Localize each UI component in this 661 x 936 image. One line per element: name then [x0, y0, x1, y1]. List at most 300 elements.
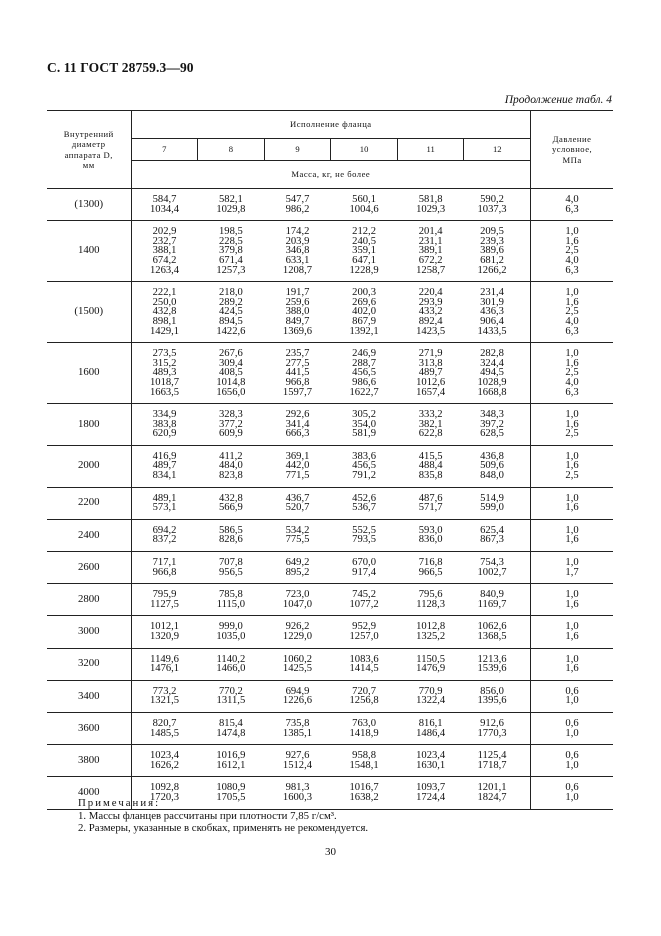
mass-value: 309,4 — [218, 357, 243, 369]
execution-number-8: 8 — [198, 139, 265, 161]
mass-cell — [198, 680, 265, 712]
mass-value: 273,5 — [152, 348, 177, 360]
mass-value: 771,5 — [285, 470, 310, 482]
mass-value: 816,1 — [418, 717, 443, 729]
table-row — [47, 712, 613, 744]
mass-cell — [264, 745, 331, 777]
mass-value: 581,8 — [418, 194, 443, 205]
mass-value: 346,8 — [285, 245, 310, 257]
mass-value: 220,4 — [418, 287, 443, 299]
pressure-value: 1,0 — [565, 450, 579, 462]
mass-cell — [264, 712, 331, 744]
pressure-value: 6,3 — [565, 264, 579, 276]
pressure-value: 1,0 — [565, 791, 579, 803]
mass-value: 815,4 — [218, 717, 243, 729]
mass-value: 377,2 — [218, 418, 243, 430]
mass-value: 1476,9 — [416, 663, 446, 675]
diameter-cell: 2200 — [47, 487, 131, 519]
pressure-cell — [531, 445, 613, 487]
mass-cell — [198, 584, 265, 616]
mass-value: 232,7 — [152, 235, 177, 247]
pressure-cell — [531, 282, 613, 343]
mass-value: 408,5 — [218, 367, 243, 379]
mass-value: 1474,8 — [216, 727, 246, 739]
pressure-value: 4,0 — [565, 254, 579, 266]
pressure-cell — [531, 648, 613, 680]
mass-cell — [464, 404, 531, 446]
mass-value: 334,9 — [152, 409, 177, 421]
mass-cell — [131, 552, 198, 584]
mass-cell — [198, 519, 265, 551]
diameter-cell: 2600 — [47, 552, 131, 584]
mass-cell — [264, 584, 331, 616]
mass-value: 203,9 — [285, 235, 310, 247]
mass-value: 1638,2 — [349, 791, 379, 803]
mass-cell — [264, 445, 331, 487]
pressure-column-header: Давление условное, МПа — [531, 111, 613, 189]
mass-value: 1256,8 — [349, 695, 379, 707]
table-row — [47, 487, 613, 519]
mass-value: 348,3 — [480, 409, 504, 421]
mass-cell — [198, 445, 265, 487]
mass-value: 489,3 — [152, 367, 177, 379]
mass-cell — [198, 745, 265, 777]
pressure-value: 1,6 — [565, 418, 579, 430]
diameter-cell: 2000 — [47, 445, 131, 487]
mass-value: 520,7 — [285, 502, 310, 514]
diameter-cell: 3800 — [47, 745, 131, 777]
pressure-cell — [531, 343, 613, 404]
mass-value: 628,5 — [480, 428, 504, 440]
mass-value: 671,4 — [218, 254, 243, 266]
mass-value: 1368,5 — [477, 631, 507, 642]
table-row — [47, 404, 613, 446]
mass-value: 840,9 — [480, 589, 504, 601]
mass-cell — [198, 221, 265, 282]
mass-value: 1093,7 — [416, 782, 446, 794]
mass-value: 424,5 — [218, 306, 243, 318]
mass-value: 436,3 — [480, 306, 504, 318]
mass-value: 1663,5 — [149, 386, 180, 398]
pressure-cell — [531, 487, 613, 519]
mass-cell — [264, 487, 331, 519]
mass-value: 1466,0 — [216, 663, 246, 675]
pressure-value: 0,6 — [565, 782, 579, 794]
pressure-value: 0,6 — [565, 717, 579, 729]
mass-value: 202,9 — [152, 226, 177, 238]
diameter-cell: 3600 — [47, 712, 131, 744]
table-row — [47, 584, 613, 616]
mass-cell — [264, 519, 331, 551]
mass-value: 895,2 — [285, 566, 310, 578]
mass-value: 1037,3 — [477, 203, 507, 215]
table-row — [47, 282, 613, 343]
mass-value: 593,0 — [418, 524, 443, 536]
mass-value: 382,1 — [418, 418, 443, 430]
mass-value: 1486,4 — [416, 727, 446, 739]
pressure-cell — [531, 221, 613, 282]
note-item: 1. Массы фланцев рассчитаны при плотности 7,85 г/см³. — [78, 809, 337, 822]
mass-cell — [464, 648, 531, 680]
mass-value: 1201,1 — [477, 782, 507, 794]
mass-value: 1325,2 — [416, 631, 446, 642]
flange-mass-table — [47, 110, 613, 810]
mass-value: 354,0 — [352, 418, 376, 430]
pressure-value: 1,6 — [565, 235, 579, 247]
mass-value: 456,5 — [352, 460, 376, 472]
mass-cell — [397, 189, 464, 221]
pressure-value: 1,6 — [565, 663, 579, 675]
mass-value: 246,9 — [352, 348, 376, 360]
mass-value: 625,4 — [480, 524, 504, 536]
mass-value: 324,4 — [480, 357, 504, 369]
mass-value: 956,5 — [218, 566, 243, 578]
mass-cell — [397, 282, 464, 343]
mass-value: 566,9 — [218, 502, 243, 514]
table-row — [47, 648, 613, 680]
mass-value: 1092,8 — [149, 782, 180, 794]
mass-cell — [264, 680, 331, 712]
pressure-value: 4,0 — [565, 376, 579, 388]
execution-number-7: 7 — [131, 139, 198, 161]
mass-cell — [264, 616, 331, 648]
mass-value: 1705,5 — [216, 791, 246, 803]
mass-value: 235,7 — [285, 348, 310, 360]
mass-value: 552,5 — [352, 524, 376, 536]
pressure-value: 1,0 — [565, 409, 579, 421]
mass-value: 547,7 — [285, 194, 310, 205]
mass-cell — [397, 648, 464, 680]
mass-value: 389,1 — [418, 245, 443, 257]
mass-value: 1476,1 — [149, 663, 180, 675]
mass-cell — [131, 221, 198, 282]
mass-value: 1016,7 — [349, 782, 379, 794]
pressure-value: 1,6 — [565, 598, 579, 610]
execution-column-header: Исполнение фланца — [131, 111, 531, 139]
mass-value: 1004,6 — [349, 203, 379, 215]
mass-value: 1127,5 — [150, 598, 179, 610]
mass-value: 1612,1 — [216, 759, 246, 771]
mass-cell — [397, 404, 464, 446]
mass-cell — [397, 343, 464, 404]
table-row — [47, 221, 613, 282]
diameter-cell: 3400 — [47, 680, 131, 712]
mass-value: 773,2 — [152, 685, 177, 697]
mass-value: 1012,1 — [149, 621, 180, 633]
pressure-value: 1,0 — [565, 653, 579, 665]
pressure-cell — [531, 680, 613, 712]
pressure-cell — [531, 404, 613, 446]
mass-cell — [131, 519, 198, 551]
mass-cell — [131, 404, 198, 446]
mass-cell — [331, 680, 398, 712]
mass-value: 494,5 — [480, 367, 504, 379]
mass-value: 785,8 — [218, 589, 243, 601]
execution-number-12: 12 — [464, 139, 531, 161]
mass-value: 292,6 — [285, 409, 310, 421]
mass-cell — [397, 487, 464, 519]
mass-cell — [198, 282, 265, 343]
mass-value: 791,2 — [352, 470, 376, 482]
mass-value: 835,8 — [418, 470, 443, 482]
pressure-value: 1,6 — [565, 631, 579, 642]
mass-value: 723,0 — [285, 589, 310, 601]
mass-value: 795,9 — [152, 589, 177, 601]
diameter-cell: 1600 — [47, 343, 131, 404]
mass-value: 1263,4 — [149, 264, 180, 276]
mass-value: 259,6 — [285, 296, 310, 308]
mass-value: 834,1 — [152, 470, 177, 482]
diameter-cell: (1300) — [47, 189, 131, 221]
mass-value: 1657,4 — [416, 386, 446, 398]
pressure-value: 6,3 — [565, 325, 579, 337]
notes-section — [78, 797, 368, 835]
table-row — [47, 343, 613, 404]
mass-value: 581,9 — [352, 428, 376, 440]
mass-cell — [331, 487, 398, 519]
mass-value: 1770,3 — [477, 727, 507, 739]
page-number: 30 — [325, 846, 336, 858]
mass-value: 986,2 — [285, 203, 310, 215]
pressure-value: 1,6 — [565, 460, 579, 472]
mass-value: 433,2 — [418, 306, 443, 318]
mass-value: 1600,3 — [282, 791, 313, 803]
mass-value: 906,4 — [480, 315, 504, 327]
mass-value: 1034,4 — [149, 203, 180, 215]
mass-value: 388,1 — [152, 245, 177, 257]
mass-value: 212,2 — [352, 226, 376, 238]
mass-value: 770,2 — [218, 685, 243, 697]
mass-value: 489,1 — [152, 492, 177, 504]
mass-value: 456,5 — [352, 367, 376, 379]
mass-value: 1258,7 — [416, 264, 446, 276]
mass-value: 1321,5 — [149, 695, 180, 707]
mass-cell — [397, 616, 464, 648]
mass-value: 694,2 — [152, 524, 177, 536]
diameter-cell: 2800 — [47, 584, 131, 616]
mass-cell — [198, 552, 265, 584]
mass-value: 240,5 — [352, 235, 376, 247]
mass-cell — [198, 648, 265, 680]
mass-value: 416,9 — [152, 450, 177, 462]
mass-value: 1023,4 — [149, 750, 180, 762]
diameter-cell: 4000 — [47, 777, 131, 809]
mass-value: 670,0 — [352, 557, 376, 569]
mass-cell — [198, 487, 265, 519]
mass-value: 1539,6 — [477, 663, 507, 675]
mass-cell — [131, 745, 198, 777]
mass-value: 487,6 — [418, 492, 443, 504]
mass-value: 218,0 — [218, 287, 243, 299]
pressure-value: 1,6 — [565, 296, 579, 308]
mass-value: 917,4 — [352, 566, 376, 578]
mass-value: 999,0 — [218, 621, 243, 633]
mass-value: 599,0 — [480, 502, 504, 514]
mass-cell — [464, 616, 531, 648]
mass-value: 432,8 — [152, 306, 177, 318]
mass-cell — [464, 712, 531, 744]
mass-value: 1720,3 — [149, 791, 180, 803]
mass-value: 271,9 — [418, 348, 443, 360]
mass-value: 1140,2 — [216, 653, 246, 665]
mass-cell — [331, 445, 398, 487]
mass-value: 856,0 — [480, 685, 504, 697]
mass-value: 397,2 — [480, 418, 504, 430]
mass-value: 341,4 — [285, 418, 310, 430]
mass-cell — [331, 552, 398, 584]
mass-cell — [331, 648, 398, 680]
mass-value: 823,8 — [218, 470, 243, 482]
mass-value: 1622,7 — [349, 386, 379, 398]
table-row — [47, 680, 613, 712]
mass-value: 958,8 — [352, 750, 376, 762]
pressure-value: 1,0 — [565, 589, 579, 601]
table-row — [47, 552, 613, 584]
mass-value: 1012,6 — [416, 376, 446, 388]
mass-value: 867,9 — [352, 315, 376, 327]
pressure-cell — [531, 712, 613, 744]
diameter-cell: 3000 — [47, 616, 131, 648]
diameter-cell: 3200 — [47, 648, 131, 680]
mass-value: 333,2 — [418, 409, 443, 421]
mass-value: 666,3 — [285, 428, 310, 440]
table-continuation-label: Продолжение табл. 4 — [504, 94, 612, 106]
mass-value: 1425,5 — [282, 663, 313, 675]
pressure-value: 2,5 — [565, 367, 579, 379]
mass-cell — [131, 343, 198, 404]
mass-cell — [131, 445, 198, 487]
mass-value: 927,6 — [285, 750, 310, 762]
mass-cell — [131, 680, 198, 712]
pressure-value: 6,3 — [565, 386, 579, 398]
mass-value: 892,4 — [418, 315, 443, 327]
mass-value: 674,2 — [152, 254, 177, 266]
mass-value: 1630,1 — [416, 759, 446, 771]
mass-cell — [264, 282, 331, 343]
mass-value: 849,7 — [285, 315, 310, 327]
mass-value: 1656,0 — [216, 386, 246, 398]
mass-value: 1208,7 — [282, 264, 313, 276]
table-body — [47, 189, 613, 810]
mass-value: 388,0 — [285, 306, 310, 318]
mass-cell — [198, 616, 265, 648]
mass-cell — [397, 552, 464, 584]
mass-value: 1322,4 — [416, 695, 446, 707]
mass-value: 1080,9 — [216, 782, 246, 794]
mass-value: 1125,4 — [477, 750, 507, 762]
mass-value: 1395,6 — [477, 695, 507, 707]
mass-value: 1028,9 — [477, 376, 507, 388]
pressure-value: 1,0 — [565, 621, 579, 633]
mass-value: 763,0 — [352, 717, 376, 729]
mass-value: 926,2 — [285, 621, 310, 633]
mass-value: 848,0 — [480, 470, 504, 482]
mass-cell — [264, 648, 331, 680]
pressure-value: 1,0 — [565, 695, 579, 707]
mass-value: 282,8 — [480, 348, 504, 360]
mass-value: 293,9 — [418, 296, 443, 308]
mass-value: 1035,0 — [216, 631, 246, 642]
mass-cell — [331, 189, 398, 221]
mass-value: 1724,4 — [416, 791, 446, 803]
mass-value: 1418,9 — [349, 727, 379, 739]
pressure-cell — [531, 777, 613, 809]
pressure-cell — [531, 584, 613, 616]
pressure-cell — [531, 189, 613, 221]
mass-value: 1392,1 — [349, 325, 379, 337]
notes-title: Примечания: — [78, 797, 161, 809]
mass-value: 267,6 — [218, 348, 243, 360]
mass-cell — [464, 487, 531, 519]
diameter-column-header: Внутренний диаметр аппарата D, мм — [47, 111, 131, 189]
mass-value: 672,2 — [418, 254, 443, 266]
mass-value: 484,0 — [218, 460, 243, 472]
mass-value: 289,2 — [218, 296, 243, 308]
mass-value: 1266,2 — [477, 264, 507, 276]
mass-value: 1257,3 — [216, 264, 246, 276]
mass-cell — [264, 343, 331, 404]
mass-value: 305,2 — [352, 409, 376, 421]
mass-value: 369,1 — [285, 450, 310, 462]
pressure-value: 1,0 — [565, 557, 579, 569]
mass-cell — [264, 189, 331, 221]
mass-cell — [464, 777, 531, 809]
mass-value: 415,5 — [418, 450, 443, 462]
mass-cell — [397, 584, 464, 616]
mass-cell — [464, 221, 531, 282]
pressure-value: 2,5 — [565, 306, 579, 318]
mass-cell — [464, 189, 531, 221]
diameter-cell: 1800 — [47, 404, 131, 446]
mass-cell — [464, 519, 531, 551]
mass-value: 432,8 — [218, 492, 243, 504]
mass-value: 328,3 — [218, 409, 243, 421]
mass-cell — [464, 680, 531, 712]
mass-value: 560,1 — [352, 194, 376, 205]
mass-value: 820,7 — [152, 717, 177, 729]
mass-value: 1311,5 — [216, 695, 246, 707]
pressure-cell — [531, 519, 613, 551]
mass-value: 209,5 — [480, 226, 504, 238]
mass-value: 315,2 — [152, 357, 177, 369]
mass-value: 198,5 — [218, 226, 243, 238]
mass-cell — [464, 282, 531, 343]
mass-value: 1226,6 — [282, 695, 313, 707]
pressure-value: 1,0 — [565, 226, 579, 238]
pressure-value: 1,6 — [565, 502, 579, 514]
mass-value: 622,8 — [418, 428, 443, 440]
mass-cell — [331, 282, 398, 343]
mass-value: 452,6 — [352, 492, 376, 504]
mass-cell — [397, 777, 464, 809]
mass-value: 775,5 — [285, 534, 310, 546]
table-row — [47, 445, 613, 487]
mass-value: 1423,5 — [416, 325, 446, 337]
mass-cell — [397, 445, 464, 487]
mass-value: 441,5 — [285, 367, 310, 379]
mass-cell — [264, 221, 331, 282]
mass-value: 1150,5 — [416, 653, 446, 665]
table-row — [47, 189, 613, 221]
mass-value: 277,5 — [285, 357, 310, 369]
pressure-value: 2,5 — [565, 470, 579, 482]
mass-cell — [397, 519, 464, 551]
mass-value: 1320,9 — [149, 631, 180, 642]
mass-cell — [131, 189, 198, 221]
pressure-value: 1,0 — [565, 492, 579, 504]
mass-value: 313,8 — [418, 357, 443, 369]
mass-value: 828,6 — [218, 534, 243, 546]
